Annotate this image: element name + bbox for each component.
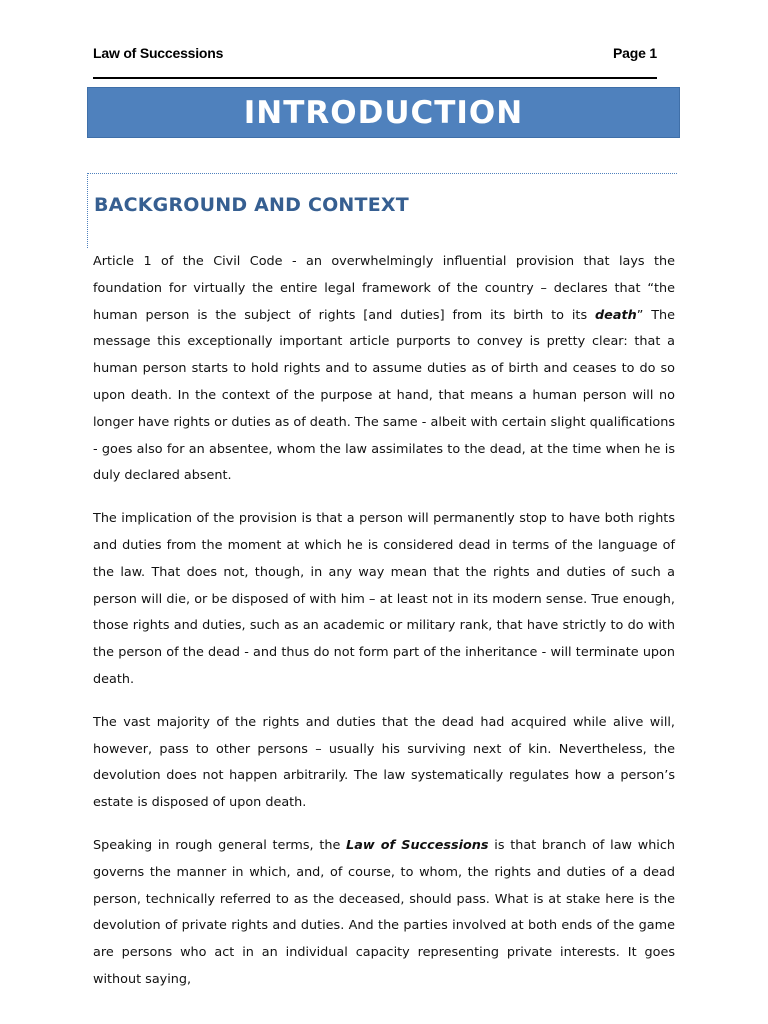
paragraph-1 xyxy=(93,249,675,490)
paragraph-4-emphasis: Law of Successions xyxy=(346,837,489,853)
paragraph-2: The implication of the provision is that a person will permanently stop to have both rights and duties from the moment at which he is considered dead in terms of the language of the law. That does not, though, in any way mean that the rights and duties of such a person will die, or be disposed of with him – at least not in its modern sense. True enough, those rights and duties, such as an academic or military rank, that have strictly to do with the person of the dead - and thus do not form part of the inheritance - will terminate upon death. xyxy=(93,511,675,687)
section-heading: BACKGROUND AND CONTEXT xyxy=(94,194,409,216)
paragraph-3: The vast majority of the rights and duties that the dead had acquired while alive will, however, pass to other persons – usually his surviving next of kin. Nevertheless, the devolution does not happen arbitrarily. The law systematically regulates how a person’s estate is disposed of upon death. xyxy=(93,714,675,811)
page-header xyxy=(93,43,657,79)
paragraph-4-text-b: is that branch of law which governs the manner in which, and, of course, to whom, the rights and duties of a dead person, technically referred to as the deceased, should pass. What is at stake here is the devolution of private rights and duties. And the parties involved at both ends of the game are persons who act in an individual capacity representing private interests. It goes without saying, xyxy=(93,837,676,987)
body-text xyxy=(93,249,675,1010)
paragraph-4-text-a: Speaking in rough general terms, the xyxy=(93,837,347,853)
paragraph-4 xyxy=(93,833,675,994)
chapter-title: INTRODUCTION xyxy=(243,94,524,131)
header-page-number: Page 1 xyxy=(613,45,657,61)
header-document-title: Law of Successions xyxy=(93,45,224,61)
paragraph-1-text-b: ” The message this exceptionally important article purports to convey is pretty clear: that a human person starts to hold rights and to assume duties as of birth and ceases to do so upon death. In the context of the purpose at hand, that means a human person will no longer have rights or duties as of death. The same - albeit with certain slight qualifications - goes also for an absentee, whom the law assimilates to the dead, at the time when he is duly declared absent. xyxy=(93,307,675,484)
paragraph-1-text-a: Article 1 of the Civil Code - an overwhelmingly influential provision that lays the foundation for virtually the entire legal framework of the country – declares that “the human person is the subject of rights [and duties] from its birth to its xyxy=(93,254,675,323)
paragraph-1-emphasis: death xyxy=(594,307,637,323)
introduction-banner xyxy=(87,87,680,138)
